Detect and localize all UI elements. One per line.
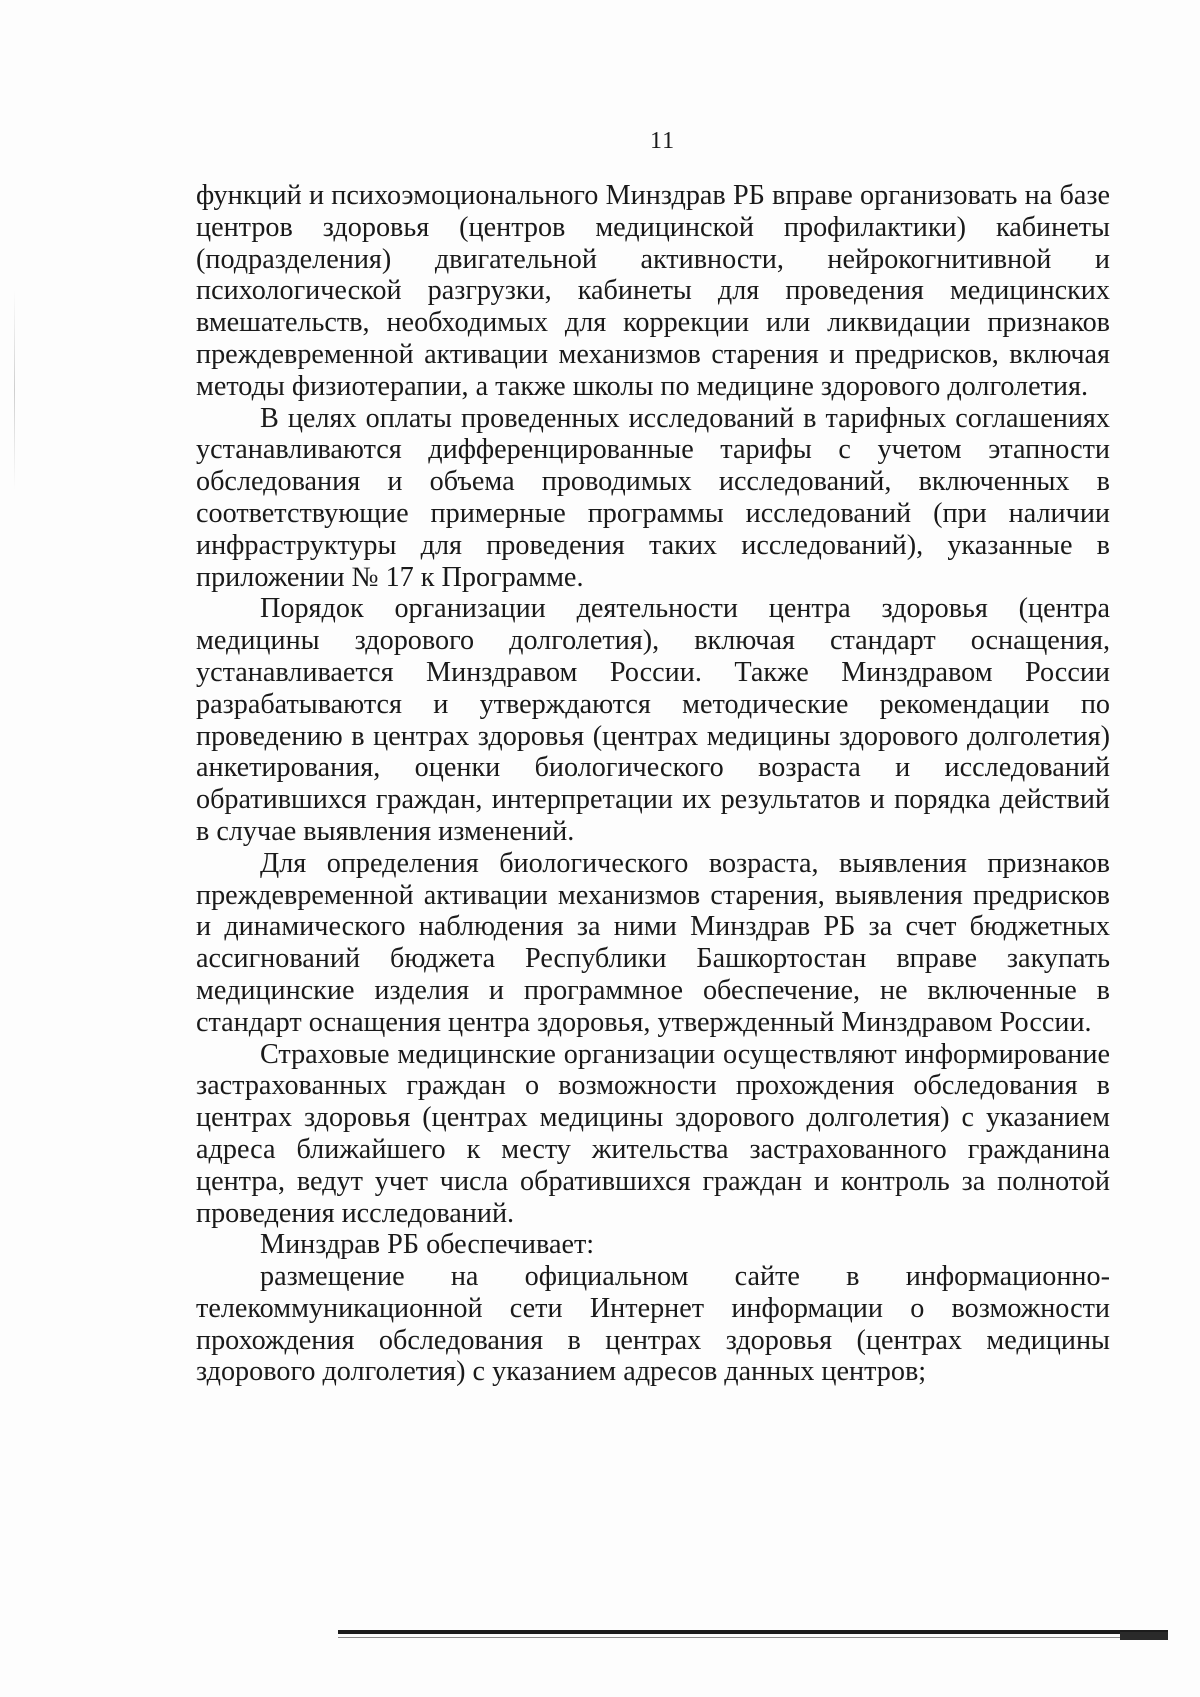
page-number: 11 bbox=[650, 128, 676, 154]
paragraph-insurance: Страховые медицинские организации осуществляют информирование застрахованных граждан о возможности прохождения обследования в центрах здоровья (центрах медицины здорового долголетия) с указанием адреса ближайшего к месту жительства застрахованного гражданина центра, ведут учет числа обратившихся граждан и контроль за полнотой проведения исследований. bbox=[196, 1038, 1110, 1229]
paragraph-procedure: Порядок организации деятельности центра здоровья (центра медицины здорового долголетия), включая стандарт оснащения, устанавливается Минздравом России. Также Минздравом России разрабатываются и утверждаются методические рекомендации по проведению в центрах здоровья (центрах медицины здорового долголетия) анкетирования, оценки биологического возраста и исследований обратившихся граждан, интерпретации их результатов и порядка действий в случае выявления изменений. bbox=[196, 593, 1110, 847]
paragraph-continuation: функций и психоэмоционального Минздрав РБ вправе организовать на базе центров здоровья (центров медицинской профилактики) кабинеты (подразделения) двигательной активности, нейрокогнитивной и психологической разгрузки, кабинеты для проведения медицинских вмешательств, необходимых для коррекции или ликвидации признаков преждевременной активации механизмов старения и предрисков, включая методы физиотерапии, а также школы по медицине здорового долголетия. bbox=[196, 180, 1110, 402]
footer-rule-shadow bbox=[338, 1637, 1168, 1638]
scan-margin-mark bbox=[14, 290, 15, 490]
paragraph-ministry-provides: Минздрав РБ обеспечивает: bbox=[260, 1229, 595, 1261]
footer-rule bbox=[338, 1630, 1168, 1634]
body-text bbox=[196, 180, 1110, 1388]
paragraph-biological-age: Для определения биологического возраста, выявления признаков преждевременной активации механизмов старения, выявления предрисков и динамического наблюдения за ними Минздрав РБ за счет бюджетных ассигнований бюджета Республики Башкортостан вправе закупать медицинские изделия и программное обеспечение, не включенные в стандарт оснащения центра здоровья, утвержденный Минздравом России. bbox=[196, 847, 1110, 1038]
paragraph-website: размещение на официальном сайте в информационно-телекоммуникационной сети Интернет информации о возможности прохождения обследования в центрах здоровья (центрах медицины здорового долголетия) с указанием адресов данных центров; bbox=[196, 1261, 1110, 1388]
footer-rule-end bbox=[1120, 1632, 1168, 1640]
paragraph-tariffs: В целях оплаты проведенных исследований в тарифных соглашениях устанавливаются дифференцированные тарифы с учетом этапности обследования и объема проводимых исследований, включенных в соответствующие примерные программы исследований (при наличии инфраструктуры для проведения таких исследований), указанные в приложении № 17 к Программе. bbox=[196, 402, 1110, 593]
